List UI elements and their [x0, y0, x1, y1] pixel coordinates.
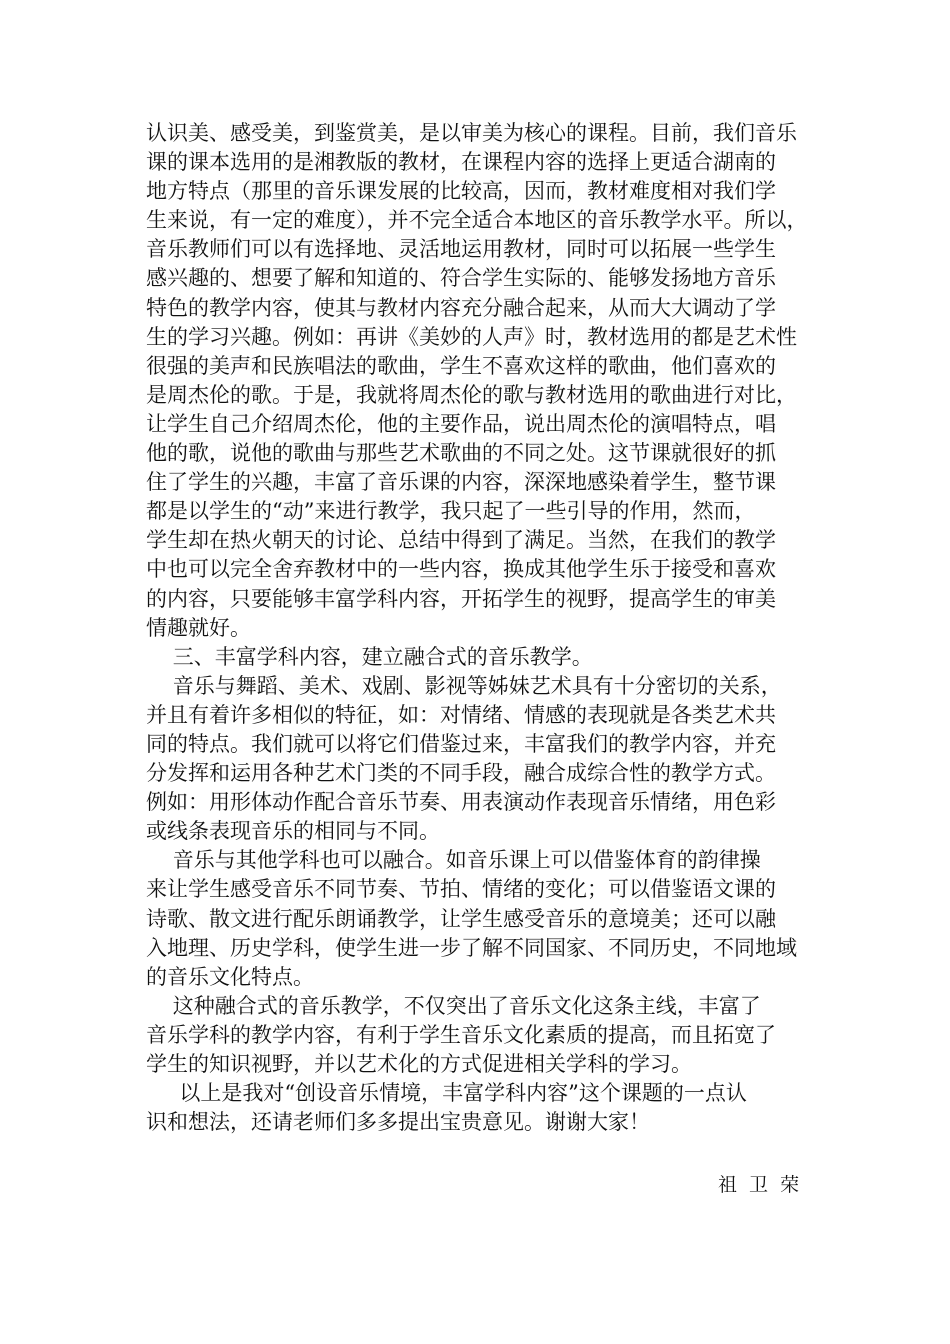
- section-heading-three: 三、丰富学科内容，建立融合式的音乐教学。: [146, 644, 593, 669]
- document-body: [146, 119, 806, 1137]
- paragraph-aesthetic-curriculum: 认识美、感受美，到鉴赏美，是以审美为核心的课程。目前，我们音乐 课的课本选用的是湘教版的教材，在课程内容的选择上更适合湖南的 地方特点（那里的音乐课发展的比较高，因而，教材难度相对我们学 生来说，有一定的难度），并不完全适合本地区的音乐教学水平。所以， 音乐教师们可以有选择地、灵活地运用教材，同时可以拓展一些学生 感兴趣的、想要了解和知道的、符合学生实际的、能够发扬地方音乐 特色的教学内容，使其与教材内容充分融合起来，从而大大调动了学 生的学习兴趣。例如：再讲《美妙的人声》时，教材选用的都是艺术性 很强的美声和民族唱法的歌曲，学生不喜欢这样的歌曲，他们喜欢的 是周杰伦的歌。于是，我就将周杰伦的歌与教材选用的歌曲进行对比， 让学生自己介绍周杰伦，他的主要作品，说出周杰伦的演唱特点，唱 他的歌，说他的歌曲与那些艺术歌曲的不同之处。这节课就很好的抓 住了学生的兴趣，丰富了音乐课的内容，深深地感染着学生，整节课 都是以学生的“动”来进行教学，我只起了一些引导的作用，然而， 学生却在热火朝天的讨论、总结中得到了满足。当然，在我们的教学 中也可以完全舍弃教材中的一些内容，换成其他学生乐于接受和喜欢 的内容，只要能够丰富学科内容，开拓学生的视野，提高学生的审美 情趣就好。: [146, 121, 808, 640]
- paragraph-integrated-teaching: 这种融合式的音乐教学，不仅突出了音乐文化这条主线，丰富了 音乐学科的教学内容，有利于学生音乐文化素质的提高，而且拓宽了 学生的知识视野，并以艺术化的方式促进相关学科的学习。: [146, 993, 776, 1076]
- paragraph-sister-arts: 音乐与舞蹈、美术、戏剧、影视等姊妹艺术具有十分密切的关系， 并且有着许多相似的特征，如：对情绪、情感的表现就是各类艺术共 同的特点。我们就可以将它们借鉴过来，丰富我们的教学内容，并充 分发挥和运用各种艺术门类的不同手段，融合成综合性的教学方式。 例如：用形体动作配合音乐节奏、用表演动作表现音乐情绪，用色彩 或线条表现音乐的相同与不同。: [146, 673, 782, 844]
- paragraph-closing: 以上是我对“创设音乐情境，丰富学科内容”这个课题的一点认 识和想法，还请老师们多多提出宝贵意见。谢谢大家！: [146, 1081, 747, 1135]
- paragraph-other-subjects: 音乐与其他学科也可以融合。如音乐课上可以借鉴体育的韵律操 来让学生感受音乐不同节奏、节拍、情绪的变化；可以借鉴语文课的 诗歌、散文进行配乐朗诵教学，让学生感受音乐的意境美；还可以融 入地理、历史学科，使学生进一步了解不同国家、不同历史，不同地域 的音乐文化特点。: [146, 848, 797, 989]
- author-signature: 祖 卫 荣: [718, 1174, 803, 1196]
